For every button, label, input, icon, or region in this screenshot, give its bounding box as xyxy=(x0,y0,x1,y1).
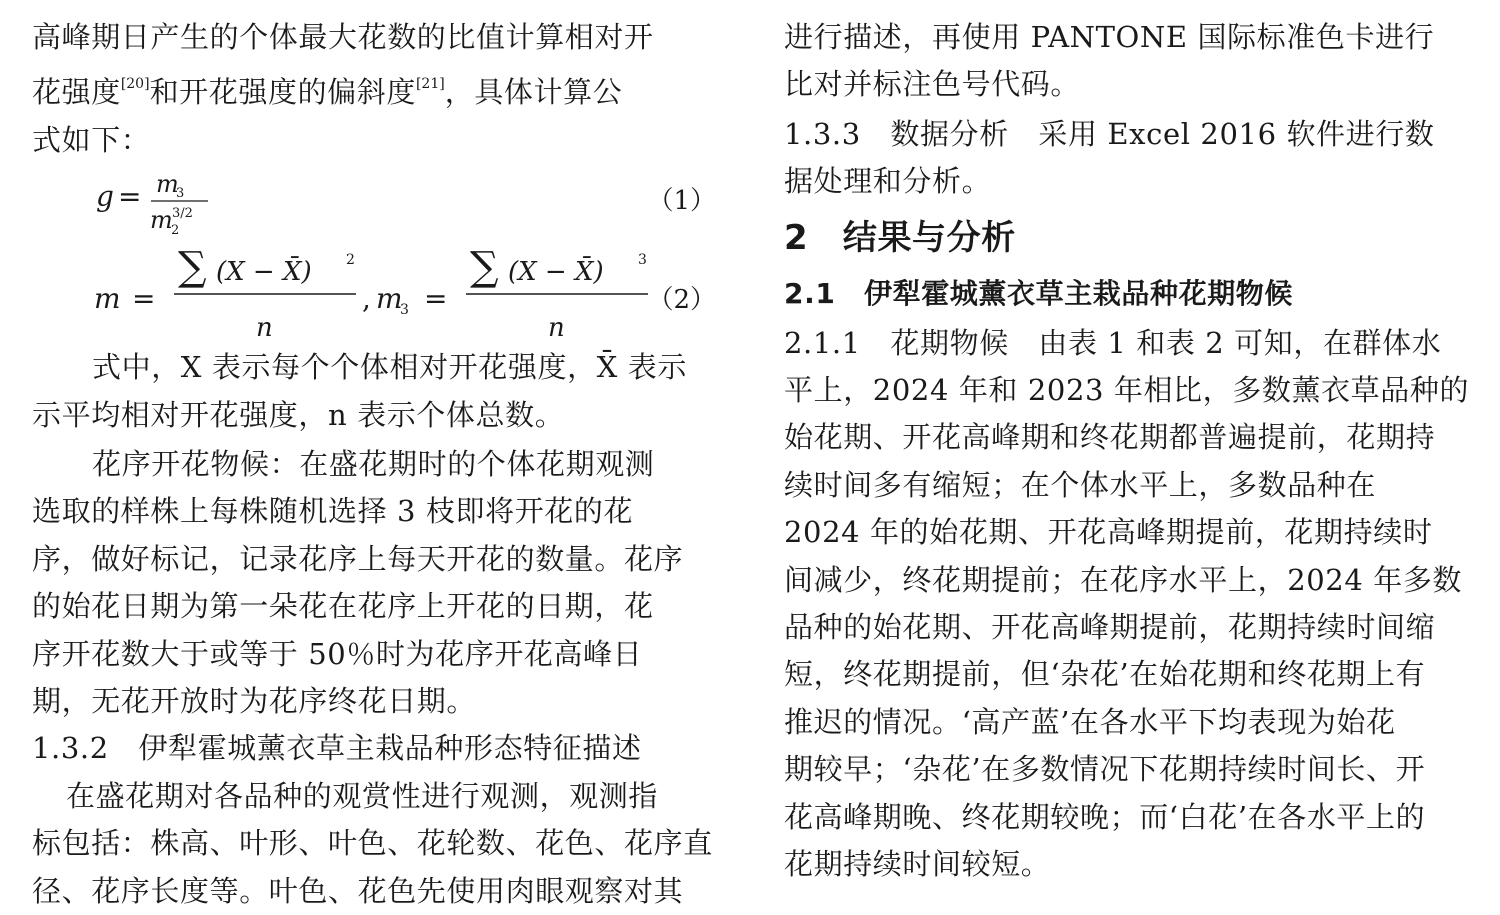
text-line: 序开花数大于或等于 50％时为花序开花高峰日 xyxy=(32,636,643,671)
eq1-number: （1） xyxy=(647,186,716,217)
text-line: 花期持续时间较短。 xyxy=(784,847,1051,882)
paragraph-formula-intro xyxy=(32,14,716,164)
eq2-denominator-1: n xyxy=(256,313,273,344)
eq2-expr-1: (X − X̄) xyxy=(216,257,312,288)
text-line: 序，做好标记，记录花序上每天开花的数量。花序 xyxy=(32,541,684,576)
eq2-m: m xyxy=(94,282,121,316)
eq2-power-2: 2 xyxy=(346,252,355,269)
text-line: 径、花序长度等。叶色、花色先使用肉眼观察对其 xyxy=(32,873,684,908)
text-line: 的始花日期为第一朵花在花序上开花的日期，花 xyxy=(32,589,654,624)
section-heading-2-1: 2.1 伊犁霍城薰衣草主栽品种花期物候 xyxy=(784,276,1294,310)
paragraph-2-1-1 xyxy=(784,320,1468,889)
text-line: 1.3.3 数据分析 采用 Excel 2016 软件进行数 xyxy=(784,116,1435,151)
text-line: 间减少，终花期提前；在花序水平上，2024 年多数 xyxy=(784,562,1463,597)
eq2-expr-2: (X − X̄) xyxy=(508,257,604,288)
eq1-equals: = xyxy=(118,180,142,214)
eq1-denominator-sub: 2 xyxy=(171,223,180,239)
text-line: 2.1.1 花期物候 由表 1 和表 2 可知，在群体水 xyxy=(784,325,1442,360)
text-line: 标包括：株高、叶形、叶色、花轮数、花色、花序直 xyxy=(32,826,713,861)
eq2-m3: m xyxy=(376,282,403,316)
eq2-equals-1: = xyxy=(132,282,156,316)
formula-block xyxy=(32,164,716,350)
text-fragment: 和开花强度的偏斜度 xyxy=(149,75,416,110)
text-line: 短，终花期提前，但‘杂花’在始花期和终花期上有 xyxy=(784,657,1426,692)
formula-svg xyxy=(32,164,716,350)
citation-21: [21] xyxy=(415,76,445,93)
eq2-denominator-2: n xyxy=(548,313,565,344)
paragraph-formula-notes xyxy=(32,344,716,439)
right-column xyxy=(784,14,1468,889)
eq2-sum-2: ∑ xyxy=(470,244,499,291)
eq1-numerator: m xyxy=(156,170,179,199)
left-column xyxy=(32,14,716,915)
text-line: 在盛花期对各品种的观赏性进行观测，观测指 xyxy=(66,778,659,813)
text-line: 推迟的情况。‘高产蓝’在各水平下均表现为始花 xyxy=(784,704,1396,739)
text-line: 续时间多有缩短；在个体水平上，多数品种在 xyxy=(784,467,1377,502)
text-line: 花高峰期晚、终花期较晚；而‘白花’在各水平上的 xyxy=(784,799,1426,834)
text-line: 花序开花物候：在盛花期时的个体花期观测 xyxy=(92,447,655,482)
text-line: 期，无花开放时为花序终花日期。 xyxy=(32,684,477,719)
text-line: 期较早；‘杂花’在多数情况下花期持续时间长、开 xyxy=(784,752,1426,787)
text-line: 式如下： xyxy=(32,122,151,157)
eq1-denominator: m xyxy=(150,206,173,235)
eq2-m3-sub: 3 xyxy=(400,302,409,319)
text-line: 式中，X 表示每个个体相对开花强度，X̄ 表示 xyxy=(92,350,687,385)
text-line: 平上，2024 年和 2023 年相比，多数薰衣草品种的 xyxy=(784,373,1470,408)
eq1-denominator-sup: 3/2 xyxy=(172,206,193,222)
section-1-3-3 xyxy=(784,111,1468,206)
citation-20: [20] xyxy=(120,76,150,93)
text-line: 示平均相对开花强度，n 表示个体总数。 xyxy=(32,397,565,432)
section-heading-2: 2 结果与分析 xyxy=(784,217,1016,258)
text-line: 高峰期日产生的个体最大花数的比值计算相对开 xyxy=(32,20,654,54)
eq2-sum-1: ∑ xyxy=(178,244,207,291)
paragraph-color-card xyxy=(784,14,1468,109)
text-line: 进行描述，再使用 PANTONE 国际标准色卡进行 xyxy=(784,20,1435,54)
text-line: 2024 年的始花期、开花高峰期提前，花期持续时 xyxy=(784,515,1433,550)
paragraph-inflorescence-phenology xyxy=(32,441,716,725)
text-line: 选取的样株上每株随机选择 3 枝即将开花的花 xyxy=(32,494,634,529)
eq2-equals-2: = xyxy=(424,282,448,316)
text-line: 品种的始花期、开花高峰期提前，花期持续时间缩 xyxy=(784,610,1436,645)
text-fragment: 花强度 xyxy=(32,75,121,110)
text-line: 始花期、开花高峰期和终花期都普遍提前，花期持 xyxy=(784,420,1436,455)
eq2-comma: , xyxy=(362,282,371,316)
paragraph-morphology xyxy=(32,773,716,915)
text-fragment: ，具体计算公 xyxy=(444,75,623,110)
eq2-number: （2） xyxy=(647,285,716,316)
eq1-numerator-sub: 3 xyxy=(176,186,185,202)
text-line: 据处理和分析。 xyxy=(784,164,992,199)
text-line xyxy=(32,61,716,116)
eq1-lhs: g xyxy=(96,180,114,214)
text-line: 比对并标注色号代码。 xyxy=(784,67,1081,102)
eq2-power-3: 3 xyxy=(638,252,647,269)
heading-1-3-2: 1.3.2 伊犁霍城薰衣草主栽品种形态特征描述 xyxy=(32,731,642,766)
